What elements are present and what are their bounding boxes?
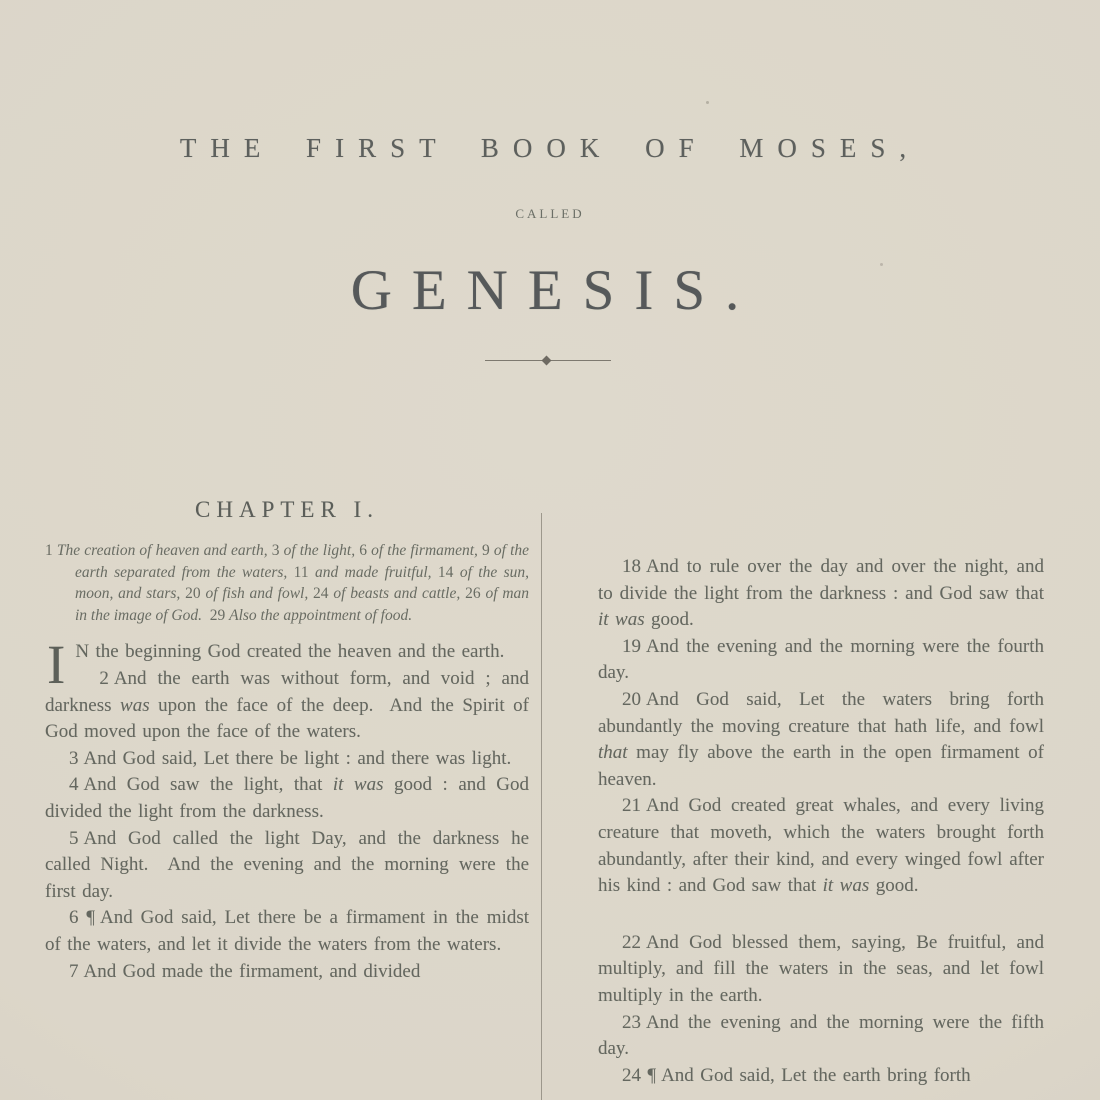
text-run: Also the appointment of food. <box>229 606 413 624</box>
verse-number: 5 <box>69 827 79 849</box>
number-run: 11 <box>293 563 315 581</box>
text-run: good. <box>869 875 919 897</box>
verse-22 <box>598 930 1044 1010</box>
verse-number: 3 <box>69 747 79 769</box>
verse-4 <box>45 772 529 825</box>
text-run: And God called the light Day, and the darkness he called Night. And the evening and the morning were the first day. <box>45 827 529 902</box>
verse-7 <box>45 959 529 986</box>
verse-number: 23 <box>622 1011 641 1033</box>
number-run: 26 <box>465 585 486 603</box>
text-run: and made fruitful, <box>314 563 438 581</box>
verse-number: 20 <box>622 688 641 710</box>
text-run: And the earth was without form, and void ; and darkness <box>45 667 529 716</box>
text-run: of the sun, moon, and stars, <box>75 563 529 603</box>
text-run: of the light, <box>283 542 360 559</box>
verse-19 <box>598 634 1044 687</box>
text-run: And God blessed them, saying, Be fruitful, and multiply, and fill the waters in the seas, and let fowl multiply in the earth. <box>598 931 1044 1006</box>
verse-2 <box>45 666 529 746</box>
text-run: upon the face of the deep. And the Spirit of God moved upon the face of the waters. <box>45 694 529 743</box>
text-run: And the evening and the morning were the fifth day. <box>598 1011 1044 1060</box>
verse-21 <box>598 793 1044 899</box>
number-run: 9 <box>482 542 494 559</box>
verse-number: 22 <box>622 931 641 953</box>
text-run: And the evening and the morning were the fourth day. <box>598 635 1044 684</box>
right-column <box>598 497 1044 1100</box>
verse-20 <box>598 687 1044 793</box>
number-run: 6 <box>359 542 372 559</box>
verse-3 <box>45 746 529 773</box>
verse-number: 24 ¶ <box>622 1064 657 1086</box>
text-run: of the earth separated from the waters, <box>75 542 529 581</box>
italic-run: it was <box>822 875 870 897</box>
number-run: 29 <box>209 606 230 624</box>
text-run: And God said, Let the waters bring forth abundantly the moving creature that hath life, and fowl <box>598 688 1044 737</box>
text-run: of fish and fowl, <box>205 585 314 603</box>
verse-number: 2 <box>99 667 109 689</box>
chapter-heading: CHAPTER I. <box>195 497 379 522</box>
left-column <box>45 497 529 1100</box>
text-run: And God saw the light, that <box>83 774 333 796</box>
verse-number: 21 <box>622 795 641 817</box>
verse-18 <box>598 554 1044 634</box>
book-name-title: GENESIS. <box>350 259 760 322</box>
number-run: 24 <box>313 585 334 603</box>
italic-run: it was <box>598 609 645 631</box>
text-run: And God said, Let there be light : and there was light. <box>83 747 512 769</box>
italic-run: was <box>120 694 150 716</box>
left-column-verses <box>45 634 529 985</box>
verse-6 <box>45 905 529 958</box>
verse-number: 4 <box>69 774 79 796</box>
text-run: may fly above the earth in the open firmament of heaven. <box>598 742 1044 790</box>
text-run: And God created great whales, and every living creature that moveth, which the waters brought forth abundantly, after their kind, and every winged fowl after his kind : and God saw that <box>598 795 1044 897</box>
italic-run: it was <box>332 774 384 796</box>
text-run: And God said, Let the earth bring forth <box>661 1064 971 1086</box>
verse-5 <box>45 826 529 906</box>
book-title: THE FIRST BOOK OF MOSES, <box>179 133 921 163</box>
divider-ornament <box>485 356 611 365</box>
number-run: 14 <box>437 563 460 581</box>
number-run: 1 <box>45 542 57 559</box>
text-run: And God made the firmament, and divided <box>83 960 421 982</box>
verse-number: 18 <box>622 556 641 577</box>
right-column-verses <box>598 554 1044 1089</box>
italic-run: that <box>598 742 628 764</box>
diamond-icon <box>542 356 552 366</box>
text-run: good. <box>644 609 694 631</box>
paper-speck <box>706 101 709 104</box>
number-run: 3 <box>271 542 284 559</box>
column-divider-rule <box>541 513 542 1100</box>
paper-speck <box>880 263 883 266</box>
text-run: of beasts and cattle, <box>333 585 466 603</box>
verse-number: 6 ¶ <box>69 907 96 929</box>
number-run: 20 <box>185 585 206 603</box>
verse-23 <box>598 1010 1044 1063</box>
text-run: The creation of heaven and earth, <box>56 542 272 559</box>
text-columns <box>45 497 1044 1100</box>
drop-cap: I <box>47 634 66 696</box>
called-label: CALLED <box>515 206 585 221</box>
text-run: of the firmament, <box>371 542 483 559</box>
verse-number: 7 <box>69 960 79 982</box>
verse-24 <box>598 1063 1044 1090</box>
text-run: of man in the image of God. <box>75 585 529 624</box>
chapter-summary <box>45 540 529 626</box>
text-run: And to rule over the day and over the night, and to divide the light from the darkness : and God saw that <box>598 556 1044 604</box>
text-run: And God said, Let there be a firmament in the midst of the waters, and let it divide the waters from the waters. <box>45 907 529 955</box>
verse-number: 19 <box>622 635 641 657</box>
text-run: good : and God divided the light from the darkness. <box>45 774 529 822</box>
text-run: N the beginning God created the heaven and the earth. <box>75 641 505 663</box>
